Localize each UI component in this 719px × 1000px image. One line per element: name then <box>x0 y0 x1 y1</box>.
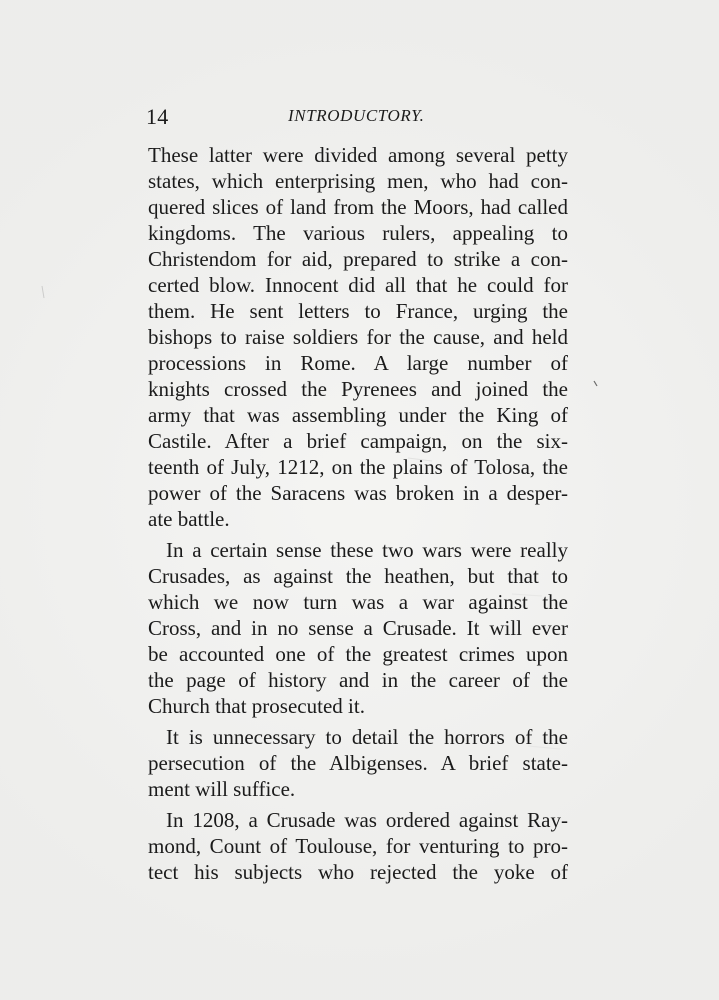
text-line: ment will suffice. <box>148 777 296 801</box>
running-title: INTRODUCTORY. <box>288 106 425 125</box>
text-line: Church that prosecuted it. <box>148 694 365 718</box>
text-line: These latter were divided among several petty <box>148 143 568 167</box>
text-line: which we now turn was a war against the <box>148 590 568 614</box>
body-text <box>148 142 568 884</box>
text-line: In 1208, a Crusade was ordered against Ray- <box>166 808 568 832</box>
text-line: knights crossed the Pyrenees and joined the <box>148 377 568 401</box>
text-line: Christendom for aid, prepared to strike a con- <box>148 247 568 271</box>
text-line: tect his subjects who rejected the yoke of <box>148 860 568 884</box>
text-line: power of the Saracens was broken in a desper- <box>148 481 568 505</box>
text-line: army that was assembling under the King of <box>148 403 568 427</box>
text-line: Castile. After a brief campaign, on the six- <box>148 429 568 453</box>
text-line: It is unnecessary to detail the horrors of the <box>166 725 568 749</box>
text-line: processions in Rome. A large number of <box>148 351 568 375</box>
text-line: Crusades, as against the heathen, but that to <box>148 564 568 588</box>
text-line: mond, Count of Toulouse, for venturing to pro- <box>148 834 568 858</box>
text-line: Cross, and in no sense a Crusade. It will ever <box>148 616 568 640</box>
page-number: 14 <box>146 104 169 129</box>
text-line: quered slices of land from the Moors, had called <box>148 195 568 219</box>
text-line: bishops to raise soldiers for the cause, and held <box>148 325 568 349</box>
text-line: kingdoms. The various rulers, appealing to <box>148 221 568 245</box>
text-line: teenth of July, 1212, on the plains of Tolosa, the <box>148 455 568 479</box>
text-line: the page of history and in the career of the <box>148 668 568 692</box>
page-header <box>146 104 566 130</box>
text-line: certed blow. Innocent did all that he could for <box>148 273 568 297</box>
text-line: persecution of the Albigenses. A brief state- <box>148 751 568 775</box>
text-line: In a certain sense these two wars were really <box>166 538 568 562</box>
text-line: ate battle. <box>148 507 230 531</box>
text-line: them. He sent letters to France, urging the <box>148 299 568 323</box>
text-line: states, which enterprising men, who had con- <box>148 169 568 193</box>
text-line: be accounted one of the greatest crimes upon <box>148 642 568 666</box>
